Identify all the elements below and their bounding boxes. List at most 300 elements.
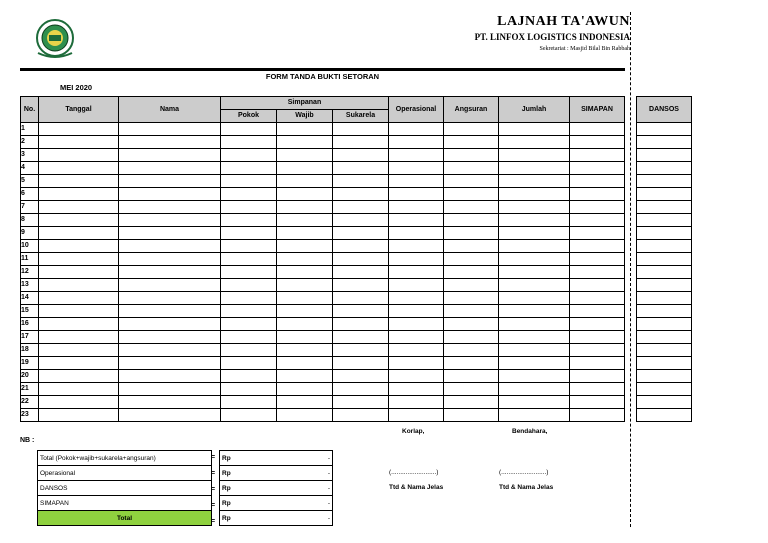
table-cell[interactable]: [389, 396, 444, 409]
table-cell[interactable]: [221, 292, 277, 305]
header-wajib: Wajib: [277, 110, 333, 123]
table-cell[interactable]: [444, 266, 499, 279]
table-cell[interactable]: [39, 214, 119, 227]
table-cell[interactable]: [389, 162, 444, 175]
table-cell[interactable]: [39, 240, 119, 253]
table-cell[interactable]: [444, 383, 499, 396]
table-cell[interactable]: [570, 136, 625, 149]
table-cell[interactable]: [499, 201, 570, 214]
table-cell[interactable]: [119, 383, 221, 396]
table-row: [21, 357, 625, 370]
table-cell[interactable]: [333, 331, 389, 344]
table-cell[interactable]: [389, 266, 444, 279]
table-cell[interactable]: [119, 136, 221, 149]
header-sukarela: Sukarela: [333, 110, 389, 123]
dansos-row: [637, 123, 692, 136]
table-cell[interactable]: [119, 214, 221, 227]
dansos-cell[interactable]: [637, 357, 692, 370]
table-cell[interactable]: [444, 162, 499, 175]
table-cell[interactable]: [221, 123, 277, 136]
table-cell[interactable]: [277, 201, 333, 214]
table-cell[interactable]: [333, 201, 389, 214]
table-cell[interactable]: [389, 305, 444, 318]
table-cell[interactable]: [39, 305, 119, 318]
dansos-row: [637, 266, 692, 279]
table-cell[interactable]: [570, 240, 625, 253]
table-cell[interactable]: [499, 318, 570, 331]
table-cell[interactable]: [221, 305, 277, 318]
header-simapan: SIMAPAN: [570, 97, 625, 123]
header-tanggal: Tanggal: [39, 97, 119, 123]
currency-label: Rp: [220, 451, 250, 466]
table-cell[interactable]: [221, 227, 277, 240]
dansos-cell[interactable]: [637, 305, 692, 318]
table-cell[interactable]: [333, 370, 389, 383]
table-cell[interactable]: [499, 214, 570, 227]
table-cell[interactable]: [221, 175, 277, 188]
table-cell[interactable]: [444, 409, 499, 422]
table-cell[interactable]: [221, 201, 277, 214]
table-cell[interactable]: [119, 162, 221, 175]
table-cell[interactable]: [389, 292, 444, 305]
table-cell[interactable]: [499, 305, 570, 318]
dansos-cell[interactable]: [637, 331, 692, 344]
table-cell[interactable]: [499, 292, 570, 305]
table-cell[interactable]: [221, 318, 277, 331]
table-cell[interactable]: [221, 188, 277, 201]
dansos-cell[interactable]: [637, 201, 692, 214]
table-cell[interactable]: [39, 175, 119, 188]
amount-value[interactable]: -: [250, 451, 333, 466]
table-cell[interactable]: [444, 318, 499, 331]
dansos-row: [637, 201, 692, 214]
table-cell[interactable]: [444, 357, 499, 370]
row-number: 23: [21, 409, 39, 422]
org-title: LAJNAH TA'AWUN: [497, 14, 630, 29]
table-cell[interactable]: [39, 227, 119, 240]
summary-row: [38, 496, 212, 511]
header-simpanan: Simpanan: [221, 97, 389, 110]
table-cell[interactable]: [39, 357, 119, 370]
table-cell[interactable]: [570, 279, 625, 292]
table-cell[interactable]: [499, 266, 570, 279]
equals-sign: =: [211, 502, 216, 509]
table-cell[interactable]: [333, 253, 389, 266]
table-cell[interactable]: [277, 149, 333, 162]
table-cell[interactable]: [499, 370, 570, 383]
table-cell[interactable]: [499, 279, 570, 292]
dansos-row: [637, 279, 692, 292]
table-cell[interactable]: [389, 253, 444, 266]
table-cell[interactable]: [570, 292, 625, 305]
table-cell[interactable]: [119, 240, 221, 253]
header-divider: [20, 68, 625, 71]
dansos-cell[interactable]: [637, 409, 692, 422]
table-cell[interactable]: [119, 253, 221, 266]
table-cell[interactable]: [333, 149, 389, 162]
table-cell[interactable]: [277, 253, 333, 266]
table-cell[interactable]: [333, 279, 389, 292]
header-no: No.: [21, 97, 39, 123]
table-cell[interactable]: [221, 266, 277, 279]
dansos-row: [637, 305, 692, 318]
amount-row: [220, 511, 333, 526]
summary-equals: [211, 450, 219, 530]
table-row: [21, 201, 625, 214]
table-cell[interactable]: [277, 266, 333, 279]
table-row: [21, 123, 625, 136]
row-number: 8: [21, 214, 39, 227]
table-cell[interactable]: [444, 123, 499, 136]
table-cell[interactable]: [119, 409, 221, 422]
row-number: 15: [21, 305, 39, 318]
table-cell[interactable]: [389, 123, 444, 136]
header-jumlah: Jumlah: [499, 97, 570, 123]
table-cell[interactable]: [221, 214, 277, 227]
table-cell[interactable]: [39, 162, 119, 175]
table-cell[interactable]: [221, 396, 277, 409]
table-cell[interactable]: [389, 175, 444, 188]
table-cell[interactable]: [221, 409, 277, 422]
table-cell[interactable]: [570, 266, 625, 279]
table-cell[interactable]: [277, 227, 333, 240]
table-cell[interactable]: [499, 253, 570, 266]
table-cell[interactable]: [570, 305, 625, 318]
dansos-cell[interactable]: [637, 292, 692, 305]
table-cell[interactable]: [277, 136, 333, 149]
amount-value[interactable]: -: [250, 481, 333, 496]
table-cell[interactable]: [389, 318, 444, 331]
table-cell[interactable]: [39, 396, 119, 409]
dansos-cell[interactable]: [637, 188, 692, 201]
table-row: [21, 318, 625, 331]
table-cell[interactable]: [39, 409, 119, 422]
table-cell[interactable]: [499, 227, 570, 240]
table-cell[interactable]: [333, 188, 389, 201]
table-cell[interactable]: [277, 188, 333, 201]
table-row: [21, 344, 625, 357]
table-cell[interactable]: [570, 383, 625, 396]
table-cell[interactable]: [39, 370, 119, 383]
table-cell[interactable]: [499, 331, 570, 344]
table-cell[interactable]: [499, 136, 570, 149]
table-cell[interactable]: [389, 149, 444, 162]
header-nama: Nama: [119, 97, 221, 123]
dansos-cell[interactable]: [637, 279, 692, 292]
dansos-cell[interactable]: [637, 318, 692, 331]
table-cell[interactable]: [277, 318, 333, 331]
table-cell[interactable]: [570, 396, 625, 409]
table-cell[interactable]: [39, 149, 119, 162]
table-cell[interactable]: [221, 162, 277, 175]
table-cell[interactable]: [333, 227, 389, 240]
table-cell[interactable]: [333, 214, 389, 227]
table-cell[interactable]: [444, 370, 499, 383]
table-cell[interactable]: [39, 331, 119, 344]
table-cell[interactable]: [499, 357, 570, 370]
table-cell[interactable]: [444, 227, 499, 240]
table-row: [21, 188, 625, 201]
table-cell[interactable]: [389, 331, 444, 344]
table-cell[interactable]: [444, 214, 499, 227]
table-cell[interactable]: [570, 331, 625, 344]
table-cell[interactable]: [277, 383, 333, 396]
deposit-table: [20, 96, 625, 422]
table-cell[interactable]: [570, 188, 625, 201]
table-cell[interactable]: [119, 331, 221, 344]
header-dansos: DANSOS: [637, 97, 692, 123]
dansos-cell[interactable]: [637, 383, 692, 396]
table-cell[interactable]: [444, 240, 499, 253]
table-cell[interactable]: [277, 214, 333, 227]
table-cell[interactable]: [333, 409, 389, 422]
table-cell[interactable]: [570, 149, 625, 162]
table-cell[interactable]: [570, 344, 625, 357]
amount-row: [220, 466, 333, 481]
table-cell[interactable]: [39, 188, 119, 201]
table-cell[interactable]: [570, 318, 625, 331]
table-cell[interactable]: [389, 370, 444, 383]
table-cell[interactable]: [499, 123, 570, 136]
row-number: 16: [21, 318, 39, 331]
table-cell[interactable]: [389, 409, 444, 422]
table-cell[interactable]: [389, 201, 444, 214]
table-cell[interactable]: [570, 409, 625, 422]
table-cell[interactable]: [221, 344, 277, 357]
table-cell[interactable]: [333, 136, 389, 149]
row-number: 20: [21, 370, 39, 383]
table-cell[interactable]: [119, 123, 221, 136]
table-cell[interactable]: [499, 162, 570, 175]
table-cell[interactable]: [499, 409, 570, 422]
table-cell[interactable]: [39, 383, 119, 396]
table-cell[interactable]: [119, 149, 221, 162]
table-cell[interactable]: [444, 188, 499, 201]
summary-label: Operasional: [38, 466, 212, 481]
table-cell[interactable]: [221, 149, 277, 162]
table-row: [21, 227, 625, 240]
table-cell[interactable]: [277, 162, 333, 175]
table-cell[interactable]: [444, 136, 499, 149]
dansos-cell[interactable]: [637, 175, 692, 188]
table-cell[interactable]: [221, 136, 277, 149]
table-cell[interactable]: [389, 240, 444, 253]
dansos-cell[interactable]: [637, 123, 692, 136]
table-cell[interactable]: [570, 227, 625, 240]
table-cell[interactable]: [389, 188, 444, 201]
table-cell[interactable]: [39, 318, 119, 331]
dansos-row: [637, 188, 692, 201]
row-number: 5: [21, 175, 39, 188]
row-number: 2: [21, 136, 39, 149]
table-cell[interactable]: [333, 383, 389, 396]
table-cell[interactable]: [277, 123, 333, 136]
row-number: 22: [21, 396, 39, 409]
table-cell[interactable]: [221, 279, 277, 292]
signature-caption-korlap: Ttd & Nama Jelas: [389, 484, 444, 491]
table-cell[interactable]: [277, 279, 333, 292]
table-cell[interactable]: [119, 344, 221, 357]
currency-label: Rp: [220, 511, 250, 526]
table-cell[interactable]: [499, 188, 570, 201]
table-cell[interactable]: [277, 175, 333, 188]
table-cell[interactable]: [389, 136, 444, 149]
table-cell[interactable]: [444, 344, 499, 357]
table-cell[interactable]: [277, 357, 333, 370]
table-cell[interactable]: [499, 240, 570, 253]
dansos-row: [637, 149, 692, 162]
amount-value[interactable]: -: [250, 496, 333, 511]
table-cell[interactable]: [570, 370, 625, 383]
table-cell[interactable]: [119, 175, 221, 188]
table-cell[interactable]: [570, 162, 625, 175]
table-cell[interactable]: [499, 396, 570, 409]
table-row: [21, 253, 625, 266]
table-cell[interactable]: [119, 292, 221, 305]
table-cell[interactable]: [570, 357, 625, 370]
table-cell[interactable]: [277, 292, 333, 305]
table-cell[interactable]: [39, 279, 119, 292]
table-cell[interactable]: [333, 162, 389, 175]
table-cell[interactable]: [444, 305, 499, 318]
table-cell[interactable]: [277, 344, 333, 357]
table-cell[interactable]: [221, 370, 277, 383]
dansos-row: [637, 175, 692, 188]
table-cell[interactable]: [333, 123, 389, 136]
header-pokok: Pokok: [221, 110, 277, 123]
table-cell[interactable]: [499, 175, 570, 188]
row-number: 10: [21, 240, 39, 253]
dansos-row: [637, 357, 692, 370]
table-row: [21, 396, 625, 409]
table-cell[interactable]: [119, 370, 221, 383]
table-cell[interactable]: [119, 227, 221, 240]
dansos-cell[interactable]: [637, 370, 692, 383]
table-cell[interactable]: [221, 331, 277, 344]
dansos-row: [637, 292, 692, 305]
table-cell[interactable]: [277, 331, 333, 344]
table-cell[interactable]: [39, 123, 119, 136]
table-cell[interactable]: [444, 253, 499, 266]
table-cell[interactable]: [389, 214, 444, 227]
table-cell[interactable]: [389, 279, 444, 292]
table-cell[interactable]: [499, 149, 570, 162]
table-cell[interactable]: [39, 344, 119, 357]
summary-labels: [37, 450, 212, 526]
table-cell[interactable]: [444, 331, 499, 344]
table-cell[interactable]: [333, 266, 389, 279]
table-cell[interactable]: [444, 396, 499, 409]
table-cell[interactable]: [333, 240, 389, 253]
table-cell[interactable]: [444, 175, 499, 188]
table-cell[interactable]: [39, 201, 119, 214]
dansos-cell[interactable]: [637, 344, 692, 357]
table-cell[interactable]: [570, 253, 625, 266]
table-cell[interactable]: [119, 396, 221, 409]
table-cell[interactable]: [119, 305, 221, 318]
org-subtitle: PT. LINFOX LOGISTICS INDONESIA: [474, 32, 630, 42]
table-cell[interactable]: [119, 201, 221, 214]
table-cell[interactable]: [119, 188, 221, 201]
table-cell[interactable]: [333, 396, 389, 409]
dansos-cell[interactable]: [637, 136, 692, 149]
dansos-cell[interactable]: [637, 162, 692, 175]
table-cell[interactable]: [119, 266, 221, 279]
dansos-row: [637, 331, 692, 344]
row-number: 14: [21, 292, 39, 305]
table-cell[interactable]: [570, 175, 625, 188]
table-cell[interactable]: [39, 292, 119, 305]
table-row: [21, 383, 625, 396]
table-cell[interactable]: [221, 240, 277, 253]
table-cell[interactable]: [333, 292, 389, 305]
dansos-cell[interactable]: [637, 227, 692, 240]
table-row: [21, 149, 625, 162]
amount-value[interactable]: -: [250, 466, 333, 481]
table-cell[interactable]: [277, 409, 333, 422]
form-title: FORM TANDA BUKTI SETORAN: [265, 72, 380, 81]
table-cell[interactable]: [277, 305, 333, 318]
table-cell[interactable]: [119, 279, 221, 292]
table-cell[interactable]: [389, 357, 444, 370]
table-cell[interactable]: [333, 357, 389, 370]
table-cell[interactable]: [444, 149, 499, 162]
table-cell[interactable]: [570, 123, 625, 136]
table-cell[interactable]: [389, 344, 444, 357]
table-cell[interactable]: [444, 279, 499, 292]
table-cell[interactable]: [277, 240, 333, 253]
table-cell[interactable]: [119, 318, 221, 331]
table-cell[interactable]: [570, 214, 625, 227]
table-cell[interactable]: [444, 292, 499, 305]
table-cell[interactable]: [444, 201, 499, 214]
table-cell[interactable]: [333, 344, 389, 357]
table-cell[interactable]: [333, 318, 389, 331]
table-cell[interactable]: [39, 136, 119, 149]
dansos-cell[interactable]: [637, 149, 692, 162]
row-number: 12: [21, 266, 39, 279]
table-cell[interactable]: [277, 396, 333, 409]
table-cell[interactable]: [221, 357, 277, 370]
table-cell[interactable]: [333, 305, 389, 318]
cut-line-dashed: [630, 12, 631, 527]
dansos-cell[interactable]: [637, 240, 692, 253]
dansos-cell[interactable]: [637, 214, 692, 227]
table-cell[interactable]: [333, 175, 389, 188]
dansos-cell[interactable]: [637, 266, 692, 279]
table-cell[interactable]: [570, 201, 625, 214]
table-row: [21, 370, 625, 383]
dansos-cell[interactable]: [637, 253, 692, 266]
summary-row: [38, 451, 212, 466]
signature-role-bendahara: Bendahara,: [512, 428, 548, 435]
summary-label: Total: [38, 511, 212, 526]
table-cell[interactable]: [389, 383, 444, 396]
table-cell[interactable]: [277, 370, 333, 383]
amount-value[interactable]: -: [250, 511, 333, 526]
dansos-row: [637, 253, 692, 266]
table-cell[interactable]: [499, 383, 570, 396]
table-cell[interactable]: [119, 357, 221, 370]
row-number: 7: [21, 201, 39, 214]
table-cell[interactable]: [389, 227, 444, 240]
table-cell[interactable]: [499, 344, 570, 357]
table-cell[interactable]: [221, 383, 277, 396]
table-cell[interactable]: [39, 266, 119, 279]
table-cell[interactable]: [39, 253, 119, 266]
table-cell[interactable]: [221, 253, 277, 266]
dansos-cell[interactable]: [637, 396, 692, 409]
